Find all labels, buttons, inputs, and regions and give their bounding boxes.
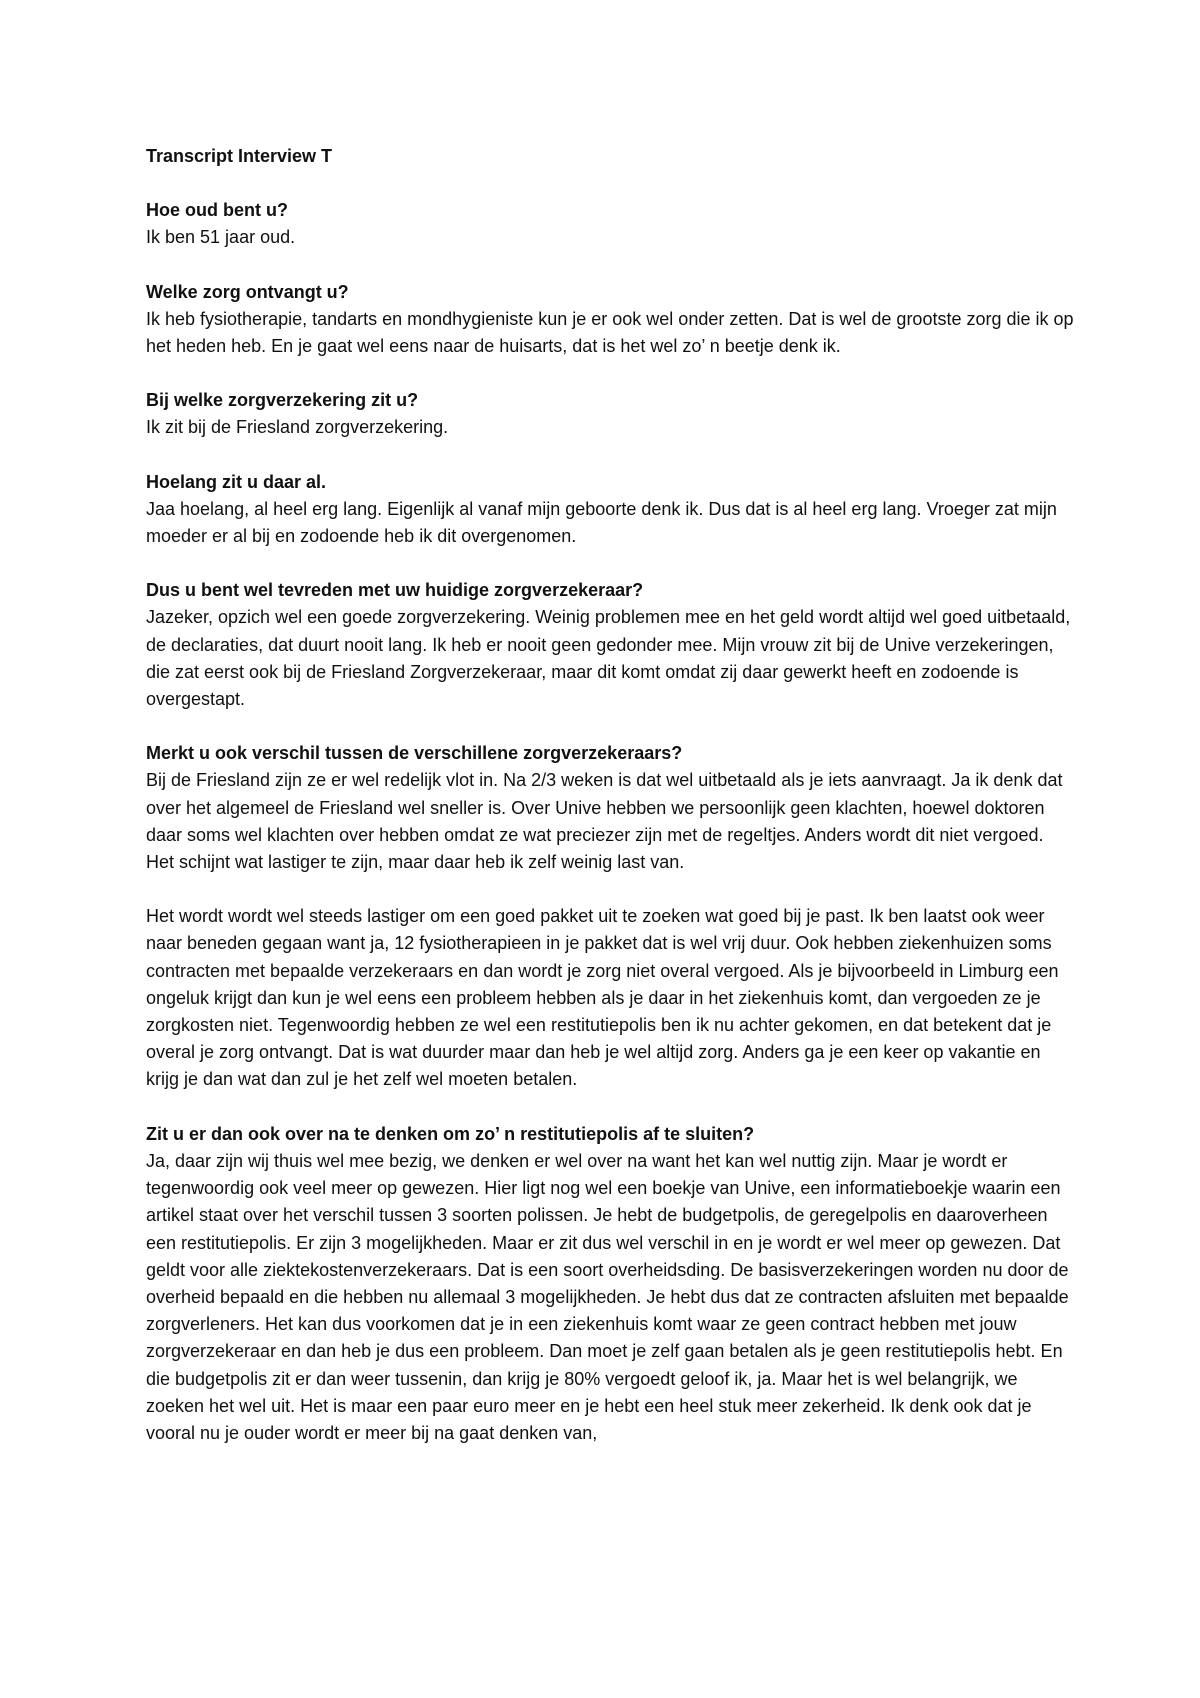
answer: Ik heb fysiotherapie, tandarts en mondhygieniste kun je er ook wel onder zetten. Dat is wel de grootste zorg die ik op het heden heb. En je gaat wel eens naar de huisarts, dat is het wel zo’ n beetje denk ik. [146, 308, 1074, 357]
document-page [146, 143, 1076, 1474]
question: Welke zorg ontvangt u? [146, 281, 349, 302]
question: Zit u er dan ook over na te denken om zo’ n restitutiepolis af te sluiten? [146, 1123, 755, 1144]
qa-block-care [146, 279, 1076, 361]
answer: Jaa hoelang, al heel erg lang. Eigenlijk al vanaf mijn geboorte denk ik. Dus dat is al heel erg lang. Vroeger zat mijn moeder er al bij en zodoende heb ik dit overgenomen. [146, 498, 1057, 547]
question: Hoe oud bent u? [146, 200, 288, 221]
question: Merkt u ook verschil tussen de verschillene zorgverzekeraars? [146, 743, 683, 764]
qa-block-restitution [146, 1121, 1076, 1447]
answer: Ik zit bij de Friesland zorgverzekering. [146, 417, 449, 438]
question: Dus u bent wel tevreden met uw huidige zorgverzekeraar? [146, 580, 644, 601]
answer: Ik ben 51 jaar oud. [146, 227, 296, 248]
body-paragraph: Het wordt wordt wel steeds lastiger om een goed pakket uit te zoeken wat goed bij je past. Ik ben laatst ook weer naar beneden gegaan want ja, 12 fysiotherapieen in je pakket dat is wel vrij duur. Ook hebben ziekenhuizen soms contracten met bepaalde verzekeraars en dan wordt je zorg niet overal vergoed. Als je bijvoorbeeld in Limburg een ongeluk krijgt dan kun je wel eens een probleem hebben als je daar in het ziekenhuis komt, dan vergoeden ze je zorgkosten niet. Tegenwoordig hebben ze wel een restitutiepolis ben ik nu achter gekomen, en dat betekent dat je overal je zorg ontvangt. Dat is wat duurder maar dan heb je wel altijd zorg. Anders ga je een keer op vakantie en krijg je dan wat dan zul je het zelf wel moeten betalen. [146, 906, 1059, 1090]
qa-block-insurer [146, 387, 1076, 441]
question: Hoelang zit u daar al. [146, 471, 327, 492]
document-title: Transcript Interview T [146, 146, 333, 166]
answer: Bij de Friesland zijn ze er wel redelijk vlot in. Na 2/3 weken is dat wel uitbetaald als je iets aanvraagt. Ja ik denk dat over het algemeel de Friesland wel sneller is. Over Unive hebben we persoonlijk geen klachten, hoewel doktoren daar soms wel klachten over hebben omdat ze wat preciezer zijn met de regeltjes. Anders wordt dit niet vergoed. Het schijnt wat lastiger te zijn, maar daar heb ik zelf weinig last van. [146, 770, 1063, 873]
question: Bij welke zorgverzekering zit u? [146, 390, 419, 411]
qa-block-duration [146, 469, 1076, 551]
qa-block-differences [146, 740, 1076, 876]
answer: Jazeker, opzich wel een goede zorgverzekering. Weinig problemen mee en het geld wordt altijd wel goed uitbetaald, de declaraties, dat duurt nooit lang. Ik heb er nooit geen gedonder mee. Mijn vrouw zit bij de Unive verzekeringen, die zat eerst ook bij de Friesland Zorgverzekeraar, maar dit komt omdat zij daar gewerkt heeft en zodoende is overgestapt. [146, 607, 1071, 710]
qa-block-satisfaction [146, 577, 1076, 713]
answer: Ja, daar zijn wij thuis wel mee bezig, we denken er wel over na want het kan wel nuttig zijn. Maar je wordt er tegenwoordig ook veel meer op gewezen. Hier ligt nog wel een boekje van Unive, een informatieboekje waarin een artikel staat over het verschil tussen 3 soorten polissen. Je hebt de budgetpolis, de geregelpolis en daaroverheen een restitutiepolis. Er zijn 3 mogelijkheden. Maar er zit dus wel verschil in en je wordt er wel meer op gewezen. Dat geldt voor alle ziektekostenverzekeraars. Dat is een soort overheidsding. De basisverzekeringen worden nu door de overheid bepaald en die hebben nu allemaal 3 mogelijkheden. Je hebt dus dat ze contracten afsluiten met bepaalde zorgverleners. Het kan dus voorkomen dat je in een ziekenhuis komt waar ze geen contract hebben met jouw zorgverzekeraar en dan heb je dus een probleem. Dan moet je zelf gaan betalen als je geen restitutiepolis hebt. En die budgetpolis zit er dan weer tussenin, dan krijg je 80% vergoedt geloof ik, ja. Maar het is wel belangrijk, we zoeken het wel uit. Het is maar een paar euro meer en je hebt een heel stuk meer zekerheid. Ik denk ook dat je vooral nu je ouder wordt er meer bij na gaat denken van, [146, 1150, 1069, 1443]
qa-block-age [146, 197, 1076, 251]
